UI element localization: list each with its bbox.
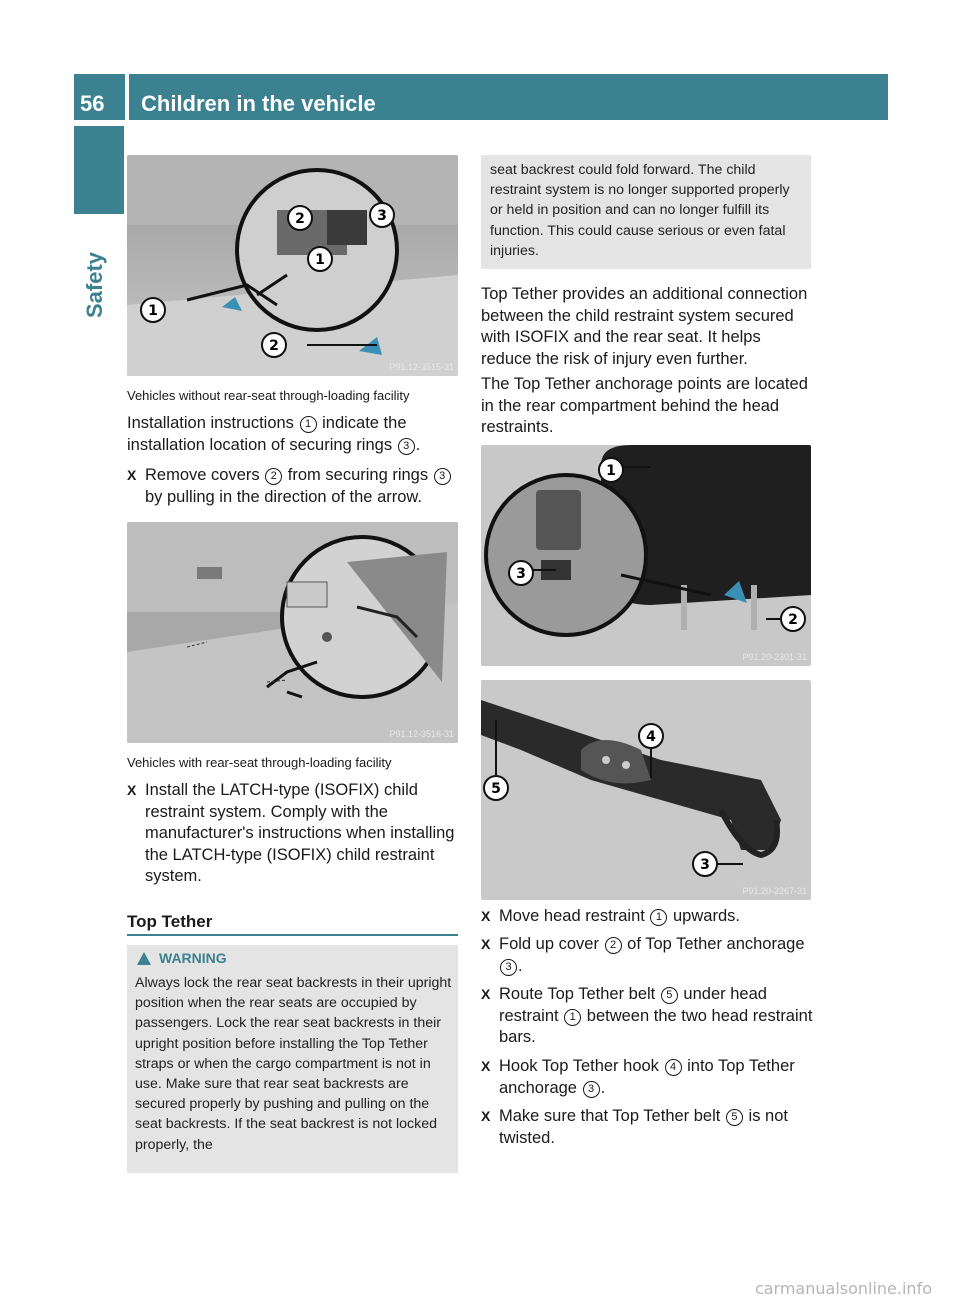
- callout-number: 3: [398, 438, 415, 455]
- watermark: carmanualsonline.info: [754, 1279, 932, 1298]
- callout-number: 1: [650, 909, 667, 926]
- svg-text:3: 3: [377, 208, 387, 224]
- figure-code: P91.12-3516-31: [389, 729, 454, 739]
- figure-caption: Vehicles with rear-seat through-loading facility: [127, 755, 392, 770]
- figure-latch-facility: [127, 522, 458, 743]
- figure-caption: Vehicles without rear-seat through-loading facility: [127, 388, 410, 403]
- instruction-step: X Route Top Tether belt 5 under head restraint 1 between the two head restraint bars.: [481, 985, 813, 1046]
- warning-icon: [137, 952, 151, 965]
- step-marker-icon: X: [481, 908, 491, 924]
- figure-code: P91.20-2301-31: [742, 652, 807, 662]
- instruction-step: X Make sure that Top Tether belt 5 is not twisted.: [481, 1107, 788, 1147]
- section-label: Safety: [82, 251, 107, 318]
- svg-text:2: 2: [269, 338, 279, 354]
- instruction-step: X Remove covers 2 from securing rings 3 by pulling in the direction of the arrow.: [127, 465, 461, 508]
- callout-number: 4: [665, 1059, 682, 1076]
- step-marker-icon: X: [481, 936, 491, 952]
- figure-code: P91.20-2267-31: [742, 886, 807, 896]
- instruction-step: X Fold up cover 2 of Top Tether anchorage 3 .: [481, 935, 805, 975]
- instruction-step: X Install the LATCH-type (ISOFIX) child restraint system. Comply with the manufacturer's instructions when installing the LATCH-type (ISOFIX) child restraint system.: [127, 781, 455, 885]
- warning-heading: WARNING: [137, 950, 227, 966]
- paragraph: Installation instructions 1 indicate the installation location of securing rings 3 .: [127, 414, 421, 454]
- step-marker-icon: X: [481, 1058, 491, 1074]
- step-marker-icon: X: [481, 986, 491, 1002]
- figure-securing-rings: [127, 155, 458, 376]
- paragraph: Top Tether provides an additional connection between the child restraint system secured with ISOFIX and the rear seat. It helps reduce the risk of injury even further.: [481, 285, 808, 368]
- svg-text:5: 5: [491, 781, 501, 797]
- svg-text:1: 1: [606, 463, 616, 479]
- instruction-step: X Hook Top Tether hook 4 into Top Tether anchorage 3 .: [481, 1057, 795, 1097]
- section-heading: Top Tether: [127, 912, 213, 931]
- callout-number: 3: [500, 959, 517, 976]
- callout-number: 2: [605, 937, 622, 954]
- callout-number: 1: [564, 1009, 581, 1026]
- svg-text:4: 4: [646, 729, 656, 745]
- warning-text: Always lock the rear seat backrests in their upright position when the rear seats are occupied by passengers. Lock the rear seat backrests in their upright position before installing the Top Tether straps or when the cargo compartment is not in use. Make sure that rear seat backrests are secured properly by pushing and pulling on the seat backrests. If the seat backrest is not locked properly, the: [135, 975, 452, 1153]
- step-marker-icon: X: [127, 467, 137, 483]
- callout-number: 5: [726, 1109, 743, 1126]
- step-marker-icon: X: [481, 1108, 491, 1124]
- figure-code: P91.12-3515-31: [389, 362, 454, 372]
- svg-text:3: 3: [516, 566, 526, 582]
- callout-number: 3: [583, 1081, 600, 1098]
- svg-text:3: 3: [700, 857, 710, 873]
- paragraph: The Top Tether anchorage points are located in the rear compartment behind the head restraints.: [481, 375, 808, 436]
- instruction-step: X Move head restraint 1 upwards.: [481, 906, 815, 928]
- warning-text-continued: seat backrest could fold forward. The child restraint system is no longer supported properly or held in position and can no longer fulfill its function. This could cause serious or even fatal injuries.: [490, 162, 790, 259]
- page-number: 56: [74, 74, 125, 120]
- svg-text:2: 2: [788, 612, 798, 628]
- step-marker-icon: X: [127, 782, 137, 798]
- callout-number: 2: [265, 468, 282, 485]
- warning-box-continued: [481, 155, 811, 269]
- page-title: Children in the vehicle: [129, 74, 888, 120]
- section-tab: [74, 126, 124, 214]
- svg-text:1: 1: [315, 252, 325, 268]
- callout-number: 5: [661, 987, 678, 1004]
- callout-number: 3: [434, 468, 451, 485]
- figure-head-restraint: [481, 445, 811, 666]
- warning-box: [127, 945, 458, 1173]
- figure-tether-hook: [481, 680, 811, 900]
- svg-text:1: 1: [148, 303, 158, 319]
- callout-number: 1: [300, 416, 317, 433]
- svg-text:2: 2: [295, 211, 305, 227]
- section-divider: [127, 934, 458, 936]
